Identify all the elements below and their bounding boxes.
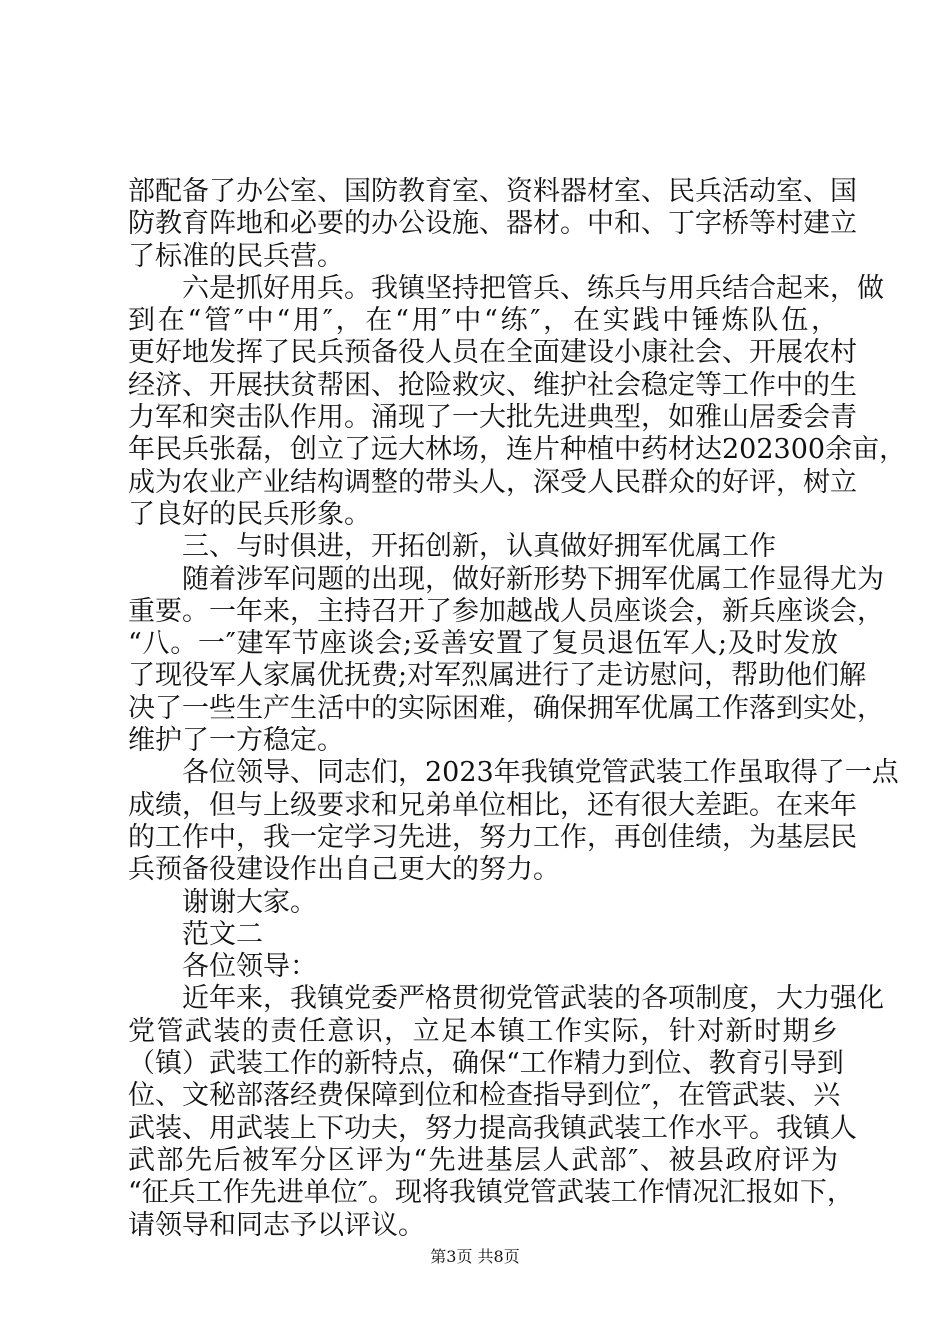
text-line: 了标准的民兵营。 (128, 240, 344, 272)
text-line: 成为农业产业结构调整的带头人，深受人民群众的好评，树立 (128, 466, 857, 498)
text-line: 维护了一方稳定。 (128, 725, 344, 757)
text-line: “征兵工作先进单位″。现将我镇党管武装工作情况汇报如下， (128, 1177, 854, 1209)
text-line: 了现役军人家属优抚费;对军烈属进行了走访慰问，帮助他们解 (128, 660, 867, 692)
document-body (128, 176, 907, 1242)
text-line: 决了一些生产生活中的实际困难，确保拥军优属工作落到实处， (128, 692, 884, 724)
text-line: 近年来，我镇党委严格贯彻党管武装的各项制度，大力强化 (182, 983, 884, 1015)
text-line: 范文二 (182, 918, 263, 950)
text-line: 各位领导： (182, 951, 317, 983)
text-line: 党管武装的责任意识，立足本镇工作实际，针对新时期乡 (128, 1015, 838, 1047)
text-line: 力军和突击队作用。涌现了一大批先进典型，如雅山居委会青 (128, 402, 857, 434)
text-line: 各位领导、同志们，2023年我镇党管武装工作虽取得了一点 (182, 757, 899, 789)
text-line: 年民兵张磊，创立了远大林场，连片种植中药材达202300余亩， (128, 434, 907, 466)
text-line: 武装、用武装上下功夫，努力提高我镇武装工作水平。我镇人 (128, 1112, 857, 1144)
text-line: （镇）武装工作的新特点，确保“工作精力到位、教育引导到 (128, 1048, 844, 1080)
text-line: 防教育阵地和必要的办公设施、器材。中和、丁字桥等村建立 (128, 208, 857, 240)
text-line: 了良好的民兵形象。 (128, 498, 371, 530)
text-line: 的工作中，我一定学习先进，努力工作，再创佳绩，为基层民 (128, 821, 857, 853)
text-line: 六是抓好用兵。我镇坚持把管兵、练兵与用兵结合起来，做 (182, 272, 884, 304)
text-line: 谢谢大家。 (182, 886, 317, 918)
text-line: 兵预备役建设作出自己更大的努力。 (128, 854, 560, 886)
text-line: 成绩，但与上级要求和兄弟单位相比，还有很大差距。在来年 (128, 789, 857, 821)
text-line: “八。一″建军节座谈会;妥善安置了复员退伍军人;及时发放 (128, 628, 838, 660)
text-line: 到在“管″中“用″，在“用″中“练″，在实践中锤炼队伍， (128, 305, 838, 337)
text-line: 部配备了办公室、国防教育室、资料器材室、民兵活动室、国 (128, 176, 857, 207)
text-line: 更好地发挥了民兵预备役人员在全面建设小康社会、开展农村 (128, 337, 857, 369)
text-line: 重要。一年来，主持召开了参加越战人员座谈会，新兵座谈会， (128, 595, 884, 627)
text-line: 随着涉军问题的出现，做好新形势下拥军优属工作显得尤为 (182, 563, 884, 595)
text-line: 位、文秘部落经费保障到位和检查指导到位″，在管武装、兴 (128, 1080, 841, 1112)
page-footer: 第3页 共8页 (430, 1247, 520, 1266)
text-line: 三、与时俱进，开拓创新，认真做好拥军优属工作 (182, 531, 776, 563)
text-line: 请领导和同志予以评议。 (128, 1209, 425, 1241)
text-line: 经济、开展扶贫帮困、抢险救灾、维护社会稳定等工作中的生 (128, 369, 857, 401)
text-line: 武部先后被军分区评为“先进基层人武部″、被县政府评为 (128, 1144, 838, 1176)
